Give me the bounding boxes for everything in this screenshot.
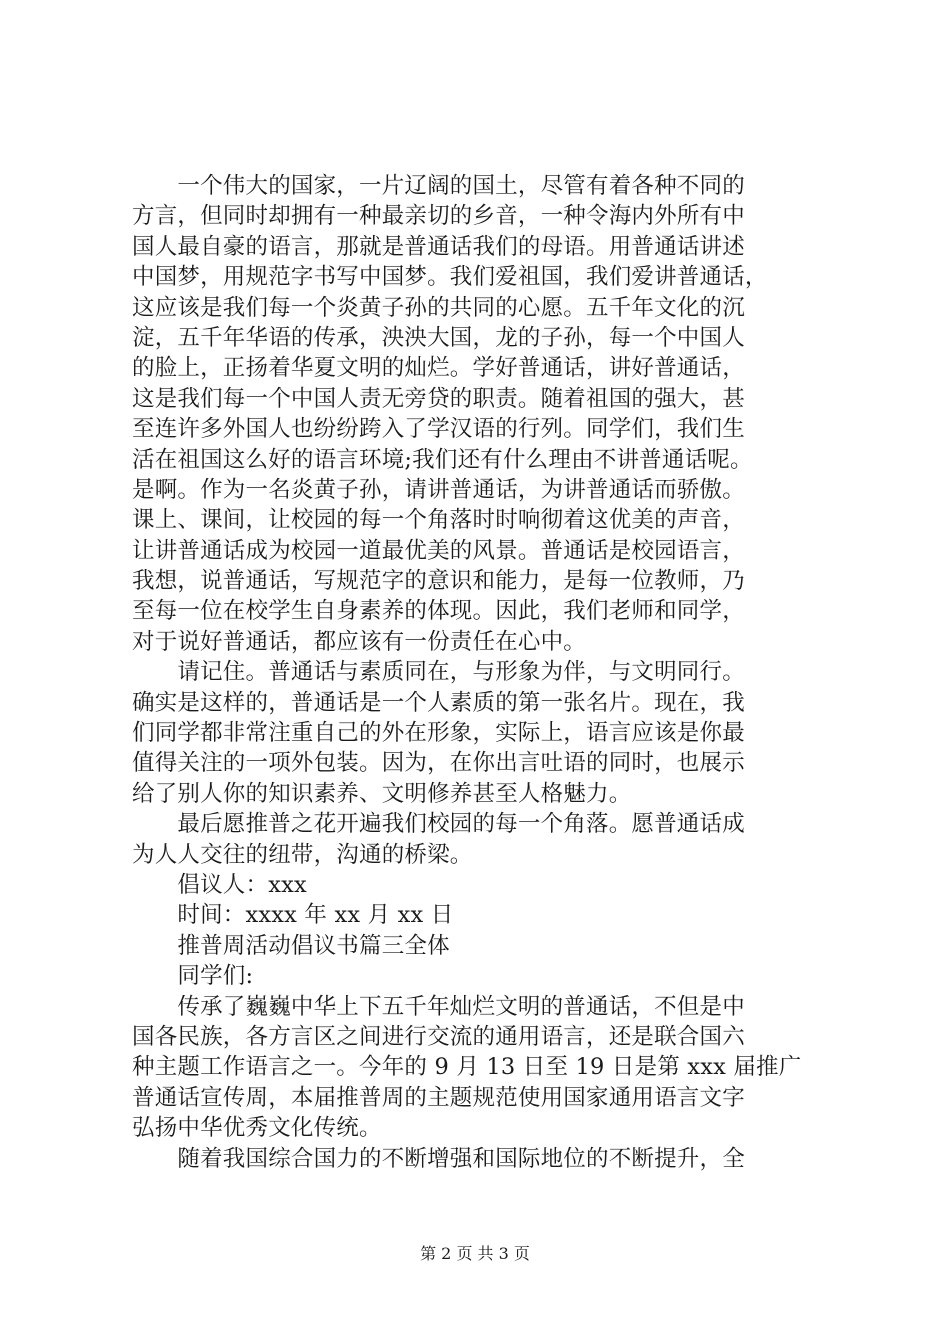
text-line: 国各民族，各方言区之间进行交流的通用语言，还是联合国六 <box>132 1023 745 1050</box>
text-line: 值得关注的一项外包装。因为，在你出言吐语的同时，也展示 <box>132 750 745 777</box>
text-line: 课上、课间，让校园的每一个角落时时响彻着这优美的声音， <box>132 507 745 534</box>
text-line: 推普周活动倡议书篇三全体 <box>132 932 450 959</box>
text-line: 的脸上，正扬着华夏文明的灿烂。学好普通话，讲好普通话， <box>132 355 745 382</box>
text-line: 对于说好普通话，都应该有一份责任在心中。 <box>132 628 587 655</box>
text-line: 至连许多外国人也纷纷跨入了学汉语的行列。同学们，我们生 <box>132 416 745 443</box>
text-line: 方言，但同时却拥有一种最亲切的乡音，一种令海内外所有中 <box>132 203 745 230</box>
text-line: 确实是这样的，普通话是一个人素质的第一张名片。现在，我 <box>132 689 745 716</box>
text-line: 同学们: <box>132 963 254 990</box>
text-line: 传承了巍巍中华上下五千年灿烂文明的普通话，不但是中 <box>132 993 745 1020</box>
text-line: 给了别人你的知识素养、文明修养甚至人格魅力。 <box>132 780 632 807</box>
text-line: 中国梦，用规范字书写中国梦。我们爱祖国，我们爱讲普通话， <box>132 264 768 291</box>
text-line: 活在祖国这么好的语言环境;我们还有什么理由不讲普通话呢。 <box>132 446 753 473</box>
text-line: 一个伟大的国家，一片辽阔的国土，尽管有着各种不同的 <box>132 173 745 199</box>
text-line: 倡议人：xxx <box>132 871 307 898</box>
text-line: 国人最自豪的语言，那就是普通话我们的母语。用普通话讲述 <box>132 233 745 260</box>
text-line: 普通话宣传周，本届推普周的主题规范使用国家通用语言文字 <box>132 1084 745 1111</box>
text-line: 请记住。普通话与素质同在，与形象为伴，与文明同行。 <box>132 659 745 686</box>
text-line: 种主题工作语言之一。今年的 9 月 13 日至 19 日是第 xxx 届推广 <box>132 1054 802 1081</box>
text-line: 弘扬中华优秀文化传统。 <box>132 1115 382 1142</box>
text-line: 们同学都非常注重自己的外在形象，实际上，语言应该是你最 <box>132 720 745 747</box>
text-line: 这应该是我们每一个炎黄子孙的共同的心愿。五千年文化的沉 <box>132 294 745 321</box>
text-line: 淀，五千年华语的传承，泱泱大国，龙的子孙，每一个中国人 <box>132 324 745 351</box>
text-line: 时间：xxxx 年 xx 月 xx 日 <box>132 902 454 929</box>
text-line: 让讲普通话成为校园一道最优美的风景。普通话是校园语言， <box>132 537 745 564</box>
text-line: 随着我国综合国力的不断增强和国际地位的不断提升，全 <box>132 1145 745 1172</box>
text-line: 是啊。作为一名炎黄子孙，请讲普通话，为讲普通话而骄傲。 <box>132 476 745 503</box>
text-line: 最后愿推普之花开遍我们校园的每一个角落。愿普通话成 <box>132 811 745 838</box>
body-text <box>132 171 832 1174</box>
text-line: 至每一位在校学生自身素养的体现。因此，我们老师和同学， <box>132 598 745 625</box>
text-line: 我想，说普通话，写规范字的意识和能力，是每一位教师，乃 <box>132 568 745 595</box>
text-line: 为人人交往的纽带，沟通的桥梁。 <box>132 841 473 868</box>
page-number-footer: 第 2 页 共 3 页 <box>420 1244 530 1263</box>
text-line: 这是我们每一个中国人责无旁贷的职责。随着祖国的强大，甚 <box>132 385 745 412</box>
